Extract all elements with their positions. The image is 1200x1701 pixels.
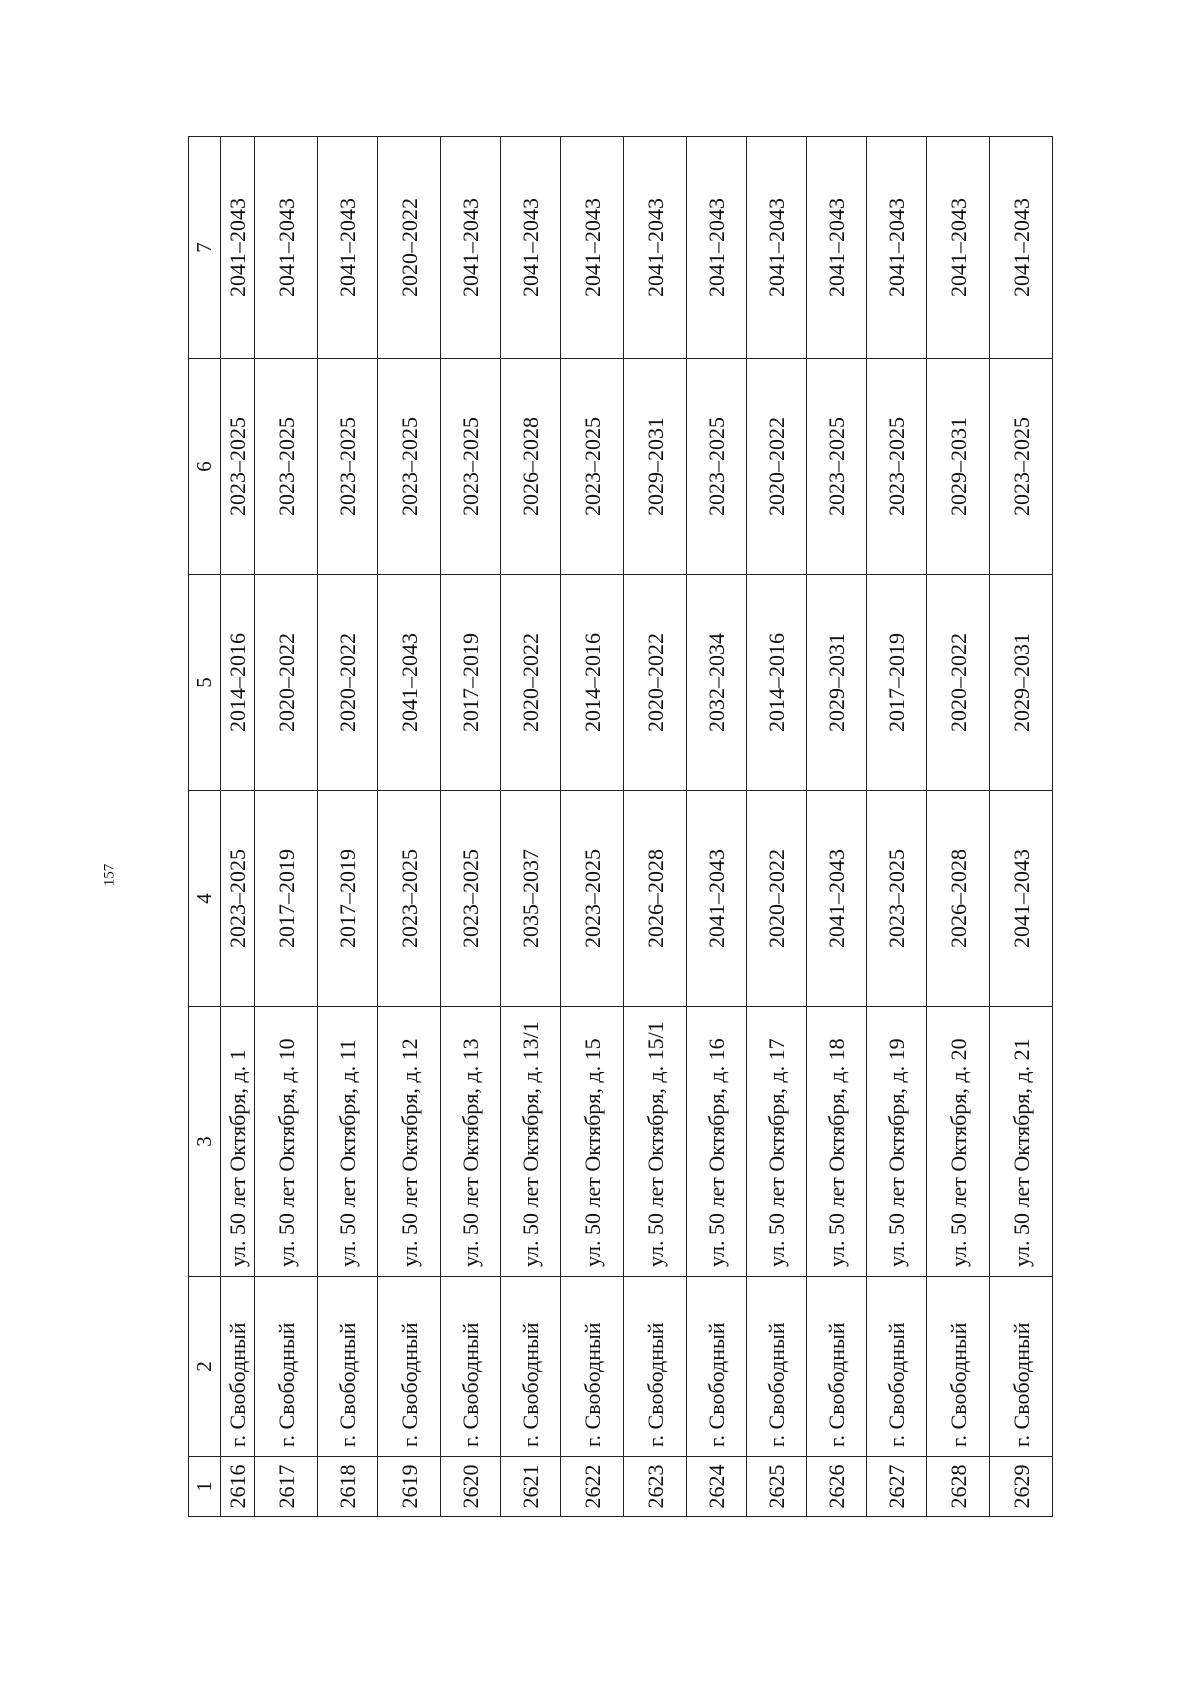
cell-col-5: 2032–2034 [687,575,747,791]
cell-col-7: 2041–2043 [501,137,561,359]
cell-col-7: 2041–2043 [747,137,807,359]
cell-col-4: 2023–2025 [867,791,927,1007]
table-row [561,137,624,1517]
cell-col-2: г. Свободный [927,1277,990,1457]
cell-col-4: 2026–2028 [927,791,990,1007]
cell-col-7: 2020–2022 [378,137,441,359]
cell-col-3: ул. 50 лет Октября, д. 19 [867,1007,927,1277]
cell-col-6: 2029–2031 [927,359,990,575]
cell-col-2: г. Свободный [624,1277,687,1457]
cell-col-7: 2041–2043 [221,137,255,359]
cell-col-3: ул. 50 лет Октября, д. 20 [927,1007,990,1277]
cell-col-6: 2023–2025 [378,359,441,575]
table-row [378,137,441,1517]
cell-col-4: 2017–2019 [255,791,318,1007]
cell-col-4: 2035–2037 [501,791,561,1007]
table-row [687,137,747,1517]
table-row [318,137,378,1517]
cell-col-5: 2020–2022 [501,575,561,791]
cell-col-6: 2026–2028 [501,359,561,575]
cell-col-5: 2014–2016 [561,575,624,791]
column-header: 1 [189,1457,221,1517]
cell-col-4: 2020–2022 [747,791,807,1007]
cell-col-4: 2023–2025 [221,791,255,1007]
cell-col-7: 2041–2043 [990,137,1053,359]
column-header: 4 [189,791,221,1007]
table-row [867,137,927,1517]
cell-col-6: 2023–2025 [807,359,867,575]
column-header: 6 [189,359,221,575]
cell-col-4: 2023–2025 [441,791,501,1007]
cell-col-3: ул. 50 лет Октября, д. 1 [221,1007,255,1277]
table-row [927,137,990,1517]
cell-col-7: 2041–2043 [441,137,501,359]
cell-col-7: 2041–2043 [867,137,927,359]
table-row [221,137,255,1517]
cell-col-3: ул. 50 лет Октября, д. 15 [561,1007,624,1277]
cell-col-5: 2020–2022 [927,575,990,791]
page-number: 157 [101,863,118,887]
table-row [990,137,1053,1517]
cell-col-7: 2041–2043 [255,137,318,359]
cell-col-6: 2023–2025 [990,359,1053,575]
cell-col-2: г. Свободный [441,1277,501,1457]
table-row [807,137,867,1517]
cell-col-3: ул. 50 лет Октября, д. 17 [747,1007,807,1277]
cell-col-1: 2622 [561,1457,624,1517]
cell-col-2: г. Свободный [221,1277,255,1457]
cell-col-2: г. Свободный [318,1277,378,1457]
cell-col-5: 2020–2022 [318,575,378,791]
cell-col-3: ул. 50 лет Октября, д. 12 [378,1007,441,1277]
cell-col-4: 2041–2043 [687,791,747,1007]
column-header: 7 [189,137,221,359]
data-table [188,136,1053,1517]
cell-col-7: 2041–2043 [561,137,624,359]
cell-col-1: 2618 [318,1457,378,1517]
cell-col-1: 2623 [624,1457,687,1517]
cell-col-3: ул. 50 лет Октября, д. 15/1 [624,1007,687,1277]
cell-col-1: 2620 [441,1457,501,1517]
cell-col-2: г. Свободный [255,1277,318,1457]
cell-col-5: 2017–2019 [867,575,927,791]
cell-col-5: 2020–2022 [624,575,687,791]
cell-col-1: 2627 [867,1457,927,1517]
cell-col-3: ул. 50 лет Октября, д. 13 [441,1007,501,1277]
column-header: 5 [189,575,221,791]
table-row [501,137,561,1517]
cell-col-1: 2629 [990,1457,1053,1517]
cell-col-3: ул. 50 лет Октября, д. 11 [318,1007,378,1277]
cell-col-6: 2023–2025 [441,359,501,575]
cell-col-1: 2624 [687,1457,747,1517]
cell-col-3: ул. 50 лет Октября, д. 10 [255,1007,318,1277]
table-row [255,137,318,1517]
cell-col-2: г. Свободный [867,1277,927,1457]
cell-col-3: ул. 50 лет Октября, д. 13/1 [501,1007,561,1277]
cell-col-5: 2041–2043 [378,575,441,791]
cell-col-2: г. Свободный [747,1277,807,1457]
cell-col-4: 2023–2025 [561,791,624,1007]
table-header-row [189,137,221,1517]
cell-col-2: г. Свободный [990,1277,1053,1457]
column-header: 3 [189,1007,221,1277]
cell-col-6: 2029–2031 [624,359,687,575]
cell-col-1: 2625 [747,1457,807,1517]
cell-col-1: 2626 [807,1457,867,1517]
cell-col-6: 2023–2025 [867,359,927,575]
cell-col-1: 2617 [255,1457,318,1517]
table-row [747,137,807,1517]
cell-col-2: г. Свободный [687,1277,747,1457]
cell-col-7: 2041–2043 [318,137,378,359]
cell-col-4: 2041–2043 [807,791,867,1007]
cell-col-4: 2041–2043 [990,791,1053,1007]
cell-col-5: 2020–2022 [255,575,318,791]
cell-col-7: 2041–2043 [687,137,747,359]
table-body [221,137,1053,1517]
cell-col-7: 2041–2043 [624,137,687,359]
table-row [441,137,501,1517]
cell-col-5: 2029–2031 [990,575,1053,791]
cell-col-6: 2023–2025 [318,359,378,575]
cell-col-1: 2628 [927,1457,990,1517]
cell-col-4: 2026–2028 [624,791,687,1007]
cell-col-5: 2014–2016 [747,575,807,791]
cell-col-6: 2023–2025 [561,359,624,575]
cell-col-3: ул. 50 лет Октября, д. 18 [807,1007,867,1277]
table-row [624,137,687,1517]
cell-col-2: г. Свободный [378,1277,441,1457]
cell-col-2: г. Свободный [501,1277,561,1457]
cell-col-7: 2041–2043 [807,137,867,359]
cell-col-4: 2023–2025 [378,791,441,1007]
cell-col-2: г. Свободный [561,1277,624,1457]
cell-col-1: 2621 [501,1457,561,1517]
cell-col-6: 2023–2025 [687,359,747,575]
cell-col-4: 2017–2019 [318,791,378,1007]
cell-col-6: 2020–2022 [747,359,807,575]
cell-col-5: 2014–2016 [221,575,255,791]
cell-col-3: ул. 50 лет Октября, д. 16 [687,1007,747,1277]
cell-col-1: 2616 [221,1457,255,1517]
table-container [188,137,1040,1517]
cell-col-5: 2029–2031 [807,575,867,791]
cell-col-7: 2041–2043 [927,137,990,359]
cell-col-2: г. Свободный [807,1277,867,1457]
cell-col-5: 2017–2019 [441,575,501,791]
cell-col-3: ул. 50 лет Октября, д. 21 [990,1007,1053,1277]
cell-col-6: 2023–2025 [221,359,255,575]
column-header: 2 [189,1277,221,1457]
cell-col-6: 2023–2025 [255,359,318,575]
cell-col-1: 2619 [378,1457,441,1517]
